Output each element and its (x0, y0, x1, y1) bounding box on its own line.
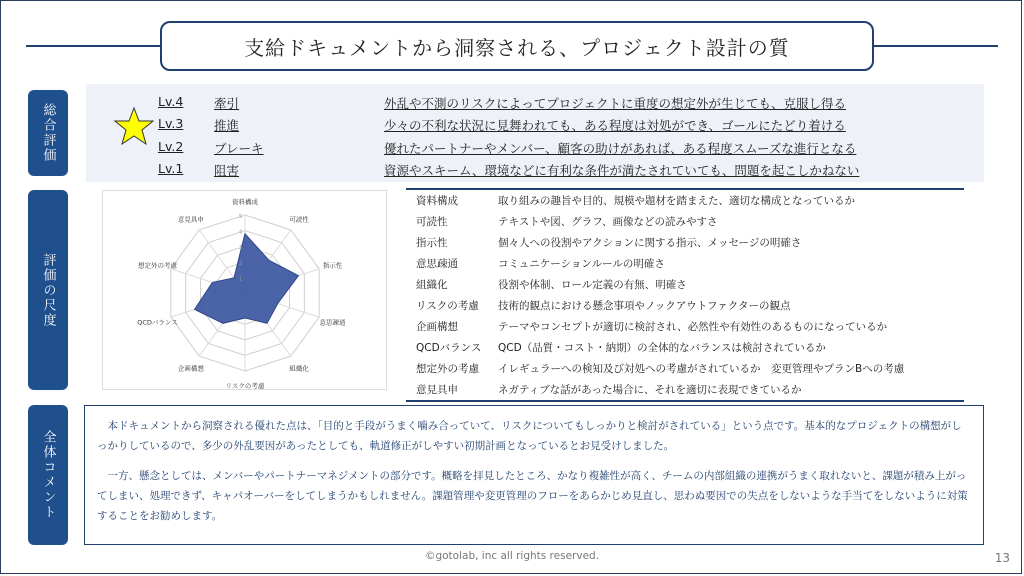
title-rule-right (872, 45, 998, 47)
scale-description: コミュニケーションルールの明確さ (498, 257, 665, 270)
radar-svg (103, 191, 388, 391)
radar-series-area (195, 234, 299, 324)
scale-description: テキストや図、グラフ、画像などの読みやすさ (498, 215, 718, 228)
radar-tick-label: 5 (239, 214, 243, 220)
scale-row (406, 337, 964, 358)
scale-criterion: 資料構成 (416, 194, 458, 207)
radar-axis-label: 組織化 (289, 364, 309, 373)
scale-description: テーマやコンセプトが適切に検討され、必然性や有効性のあるものになっているか (498, 320, 888, 333)
scale-row (406, 232, 964, 253)
section-label: 評価の尺度 (40, 252, 56, 328)
level-code: Lv.1 (158, 161, 184, 176)
scale-criterion: リスクの考慮 (416, 299, 479, 312)
section-label: 総合評価 (40, 103, 56, 163)
star-icon (114, 106, 154, 146)
scale-criterion: QCDバランス (416, 341, 482, 354)
scale-description: QCD（品質・コスト・納期）の全体的なバランスは検討されているか (498, 341, 826, 354)
radar-tick-label: 2 (239, 260, 243, 267)
level-name: 推進 (214, 118, 240, 133)
level-code: Lv.3 (158, 116, 184, 131)
level-name: 阻害 (214, 163, 240, 178)
radar-axis-label: 企画構想 (177, 364, 204, 373)
scale-description: 個々人への役割やアクションに関する指示、メッセージの明確さ (498, 236, 802, 249)
section-tab-overall (28, 90, 68, 176)
level-row (158, 116, 846, 136)
radar-tick-label: 3 (239, 245, 243, 252)
level-row (158, 161, 859, 181)
level-description: 優れたパートナーやメンバー、顧客の助けがあれば、ある程度スムーズな進行となる (384, 141, 857, 156)
level-name: 牽引 (214, 96, 240, 111)
level-code: Lv.2 (158, 139, 184, 154)
radar-tick-label: 4 (239, 229, 243, 236)
scale-row (406, 295, 964, 316)
radar-axis-label: 意見具申 (177, 215, 204, 224)
level-description: 資源やスキーム、環境などに有利な条件が満たされていても、問題を起こしかねない (384, 163, 860, 178)
scale-criterion: 指示性 (416, 236, 448, 249)
level-name: ブレーキ (214, 141, 264, 156)
comment-paragraph-1: 本ドキュメントから洞察される優れた点は、「目的と手段がうまく噛み合っていて、リスクについてもしっかりと検討がされている」という点です。基本的なプロジェクトの構想がしっかりしているので、多少の外乱要因があったとしても、軌道修正がしやすい初期計画となっているとお見受けしました。 (97, 420, 962, 452)
scale-row (406, 316, 964, 337)
level-row (158, 94, 846, 114)
radar-axis-label: 想定外の考慮 (138, 261, 178, 270)
scale-description: 技術的観点における懸念事項やノックアウトファクターの観点 (498, 299, 791, 312)
section-tab-comment (28, 405, 68, 545)
scale-row (406, 211, 964, 232)
scale-row (406, 379, 964, 400)
scale-description: 取り組みの趣旨や目的、規模や題材を踏まえた、適切な構成となっているか (498, 194, 855, 207)
scale-row (406, 253, 964, 274)
page-title: 支給ドキュメントから洞察される、プロジェクト設計の質 (160, 21, 874, 71)
radar-tick-label: 1 (239, 276, 243, 283)
comment-paragraph-2: 一方、懸念としては、メンバーやパートナーマネジメントの部分です。概略を拝見したところ、かなり複雑性が高く、チームの内部組織の連携がうまく取れないと、課題が積み上がってしまい、処理できず、キャパオーバーをしてしまうかもしれません。課題管理や変更管理のフローをあらかじめ見直し、思わぬ要因での失点をしないような手当てをしないように対策することをお勧めします。 (97, 470, 968, 522)
section-tab-scale (28, 190, 68, 390)
scale-description: 役割や体制、ロール定義の有無、明確さ (498, 278, 687, 291)
scale-criterion: 意思疎通 (416, 257, 458, 270)
radar-chart (102, 190, 387, 390)
copyright: ©gotolab, inc all rights reserved. (424, 550, 600, 562)
title-rule-left (26, 45, 162, 47)
scale-criterion: 可読性 (416, 215, 448, 228)
scale-description: ネガティブな話があった場合に、それを適切に表現できているか (498, 383, 802, 396)
scale-criterion: 企画構想 (416, 320, 458, 333)
section-label: 全体コメント (40, 430, 56, 520)
level-code: Lv.4 (158, 94, 184, 109)
scale-row (406, 274, 964, 295)
radar-axis-label: 資料構成 (232, 198, 258, 206)
radar-axis-label: 可読性 (289, 215, 309, 224)
level-description: 外乱や不測のリスクによってプロジェクトに重度の想定外が生じても、克服し得る (384, 96, 847, 111)
scale-table (406, 188, 964, 402)
radar-axis-label: リスクの考慮 (225, 382, 265, 390)
page-number: 13 (994, 551, 1010, 565)
comment-box (84, 405, 984, 545)
scale-criterion: 組織化 (416, 278, 448, 291)
radar-axis-label: 意思疎通 (319, 318, 346, 327)
level-row (158, 139, 856, 159)
scale-criterion: 意見具申 (416, 383, 458, 396)
scale-description: イレギュラーへの検知及び対処への考慮がされているか 変更管理やプランBへの考慮 (498, 362, 905, 375)
scale-row (406, 358, 964, 379)
scale-row (406, 190, 964, 211)
radar-axis-label: 指示性 (322, 261, 343, 270)
scale-criterion: 想定外の考慮 (416, 362, 479, 375)
level-description: 少々の不利な状況に見舞われても、ある程度は対処ができ、ゴールにたどり着ける (384, 118, 846, 133)
radar-axis-label: QCDバランス (137, 318, 178, 327)
